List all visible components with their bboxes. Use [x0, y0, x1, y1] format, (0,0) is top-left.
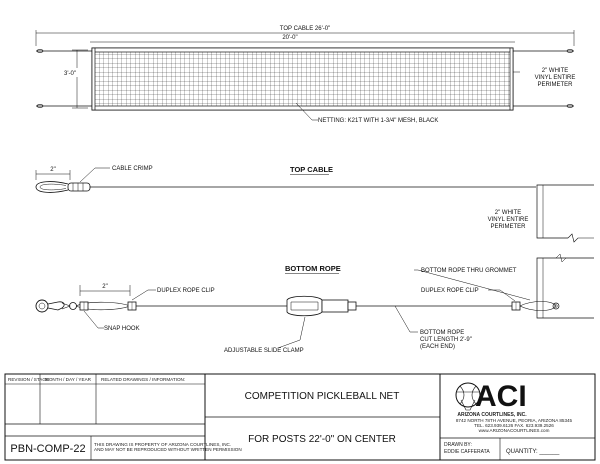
cable-crimp-label: CABLE CRIMP — [112, 166, 153, 172]
duplex-clip-right-label: DUPLEX ROPE CLIP — [421, 288, 479, 294]
logo-text: ACI — [475, 380, 527, 413]
bottom-rope-detail — [36, 254, 594, 354]
company-phone: TEL. 623.939.6126 FAX. 623.939.2526 — [474, 423, 554, 428]
post-vinyl-note-3: PERIMETER — [490, 224, 526, 230]
title-block — [5, 374, 595, 460]
vinyl-note-2: VINYL ENTIRE — [534, 75, 576, 81]
net-height-dimension: 3'-0" — [64, 71, 76, 77]
drawn-by-name: EDDIE CAFFERATA — [444, 449, 490, 455]
net-width-dimension: 20'-0" — [282, 35, 298, 41]
post-vinyl-note-1: 2" WHITE — [494, 210, 522, 216]
net-mesh — [92, 48, 513, 110]
bottom-rope-title: BOTTOM ROPE — [285, 264, 341, 273]
slide-clamp-label: ADJUSTABLE SLIDE CLAMP — [224, 348, 304, 354]
drawing-title: COMPETITION PICKLEBALL NET — [244, 391, 400, 402]
company-address: 8742 NORTH 78TH AVENUE, PEORIA, ARIZONA 85345 — [455, 418, 573, 423]
snap-hook-label: SNAP HOOK — [104, 326, 140, 332]
date-header: MONTH / DAY / YEAR — [45, 377, 91, 382]
top-cable-dimension: TOP CABLE 26'-0" — [279, 26, 331, 32]
rope-length-label-1: BOTTOM ROPE — [420, 330, 465, 336]
part-number: PBN-COMP-22 — [10, 443, 86, 455]
drawn-by-label: DRAWN BY: — [444, 442, 472, 448]
top-cable-title: TOP CABLE — [290, 165, 334, 174]
revision-header: REVISION / STAGE — [8, 377, 50, 382]
grommet-label: BOTTOM ROPE THRU GROMMET — [421, 268, 517, 274]
netting-note: NETTING: K21T WITH 1-3/4" MESH, BLACK — [318, 118, 439, 124]
vinyl-note-3: PERIMETER — [537, 82, 573, 88]
related-drawings-header: RELATED DRAWINGS / INFORMATION: — [101, 377, 186, 382]
post-vinyl-note-2: VINYL ENTIRE — [487, 217, 529, 223]
bottom-rope-2in-dim: 2" — [102, 284, 108, 290]
property-notice-1: THIS DRAWING IS PROPERTY OF ARIZONA COURTLINES, INC. — [94, 442, 232, 447]
net-elevation — [36, 26, 575, 124]
drawing-subtitle: FOR POSTS 22'-0" ON CENTER — [248, 434, 396, 445]
vinyl-note-1: 2" WHITE — [541, 68, 569, 74]
property-notice-2: AND MAY NOT BE REPRODUCED WITHOUT WRITTEN PERMISSION — [94, 447, 242, 452]
company-website: www.ARIZONACOURTLINES.com — [478, 428, 550, 433]
rope-length-label-3: (EACH END) — [420, 344, 456, 350]
top-cable-2in-dim: 2" — [50, 167, 56, 173]
quantity-label: QUANTITY: ______ — [506, 449, 560, 455]
duplex-clip-left-label: DUPLEX ROPE CLIP — [157, 288, 215, 294]
rope-length-label-2: CUT LENGTH 2'-9" — [420, 337, 472, 343]
company-name: ARIZONA COURTLINES, INC. — [457, 412, 527, 418]
aci-logo — [456, 380, 527, 413]
top-cable-detail — [36, 165, 594, 242]
